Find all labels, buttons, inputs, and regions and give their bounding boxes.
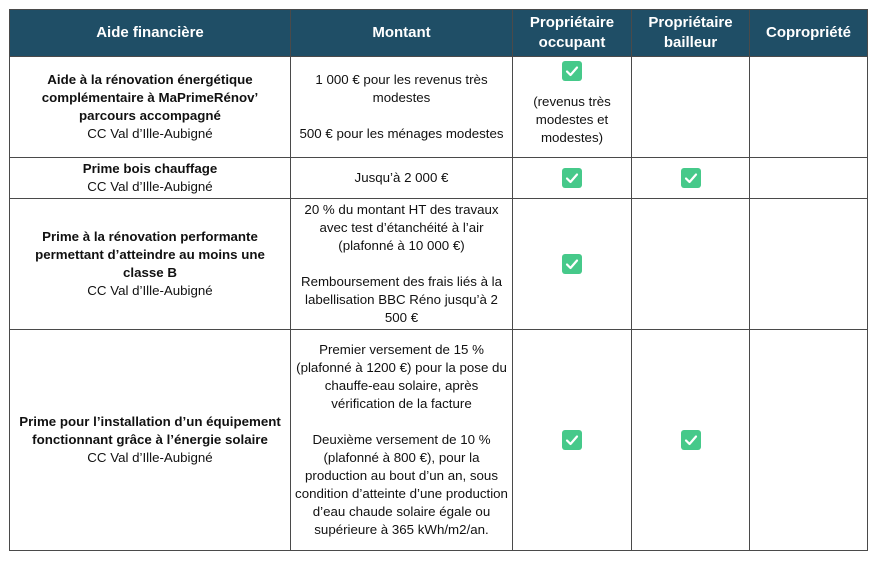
table-row [10, 330, 868, 551]
montant-text: Jusqu’à 2 000 € [354, 170, 449, 185]
header-proprietaire-occupant [513, 10, 632, 57]
check-icon [562, 254, 582, 274]
check-icon [562, 61, 582, 81]
proprietaire-bailleur-cell [632, 57, 750, 158]
check-icon [562, 430, 582, 450]
aide-cell [10, 199, 291, 330]
montant-text: Deuxième versement de 10 % (plafonné à 800 €), pour la production au bout d’un an, sous condition d’atteinte d’une production d’eau chaude solaire égale ou supérieure à 365 kWh/m2/an. [295, 432, 508, 537]
proprietaire-bailleur-cell [632, 158, 750, 199]
check-icon [562, 168, 582, 188]
montant-cell [291, 330, 513, 551]
header-proprietaire-bailleur-line2: bailleur [663, 34, 718, 51]
montant-text: Remboursement des frais liés à la labellisation BBC Réno jusqu’à 2 500 € [300, 274, 503, 325]
header-copropriete: Copropriété [750, 10, 868, 57]
aide-cell [10, 330, 291, 551]
header-proprietaire-bailleur [632, 10, 750, 57]
header-proprietaire-occupant-line1: Propriétaire [529, 14, 615, 31]
aide-title: Prime bois chauffage [82, 161, 218, 176]
occupant-note: (revenus très modestes et modestes) [533, 94, 611, 145]
proprietaire-occupant-cell [513, 158, 632, 199]
montant-text: 500 € pour les ménages modestes [299, 126, 504, 141]
montant-text: 1 000 € pour les revenus très modestes [315, 72, 488, 105]
check-icon [681, 168, 701, 188]
aide-org: CC Val d’Ille-Aubigné [87, 126, 213, 141]
copropriete-cell [750, 57, 868, 158]
aide-title: Aide à la rénovation énergétique complémentaire à MaPrimeRénov’ parcours accompagné [41, 72, 259, 123]
table-row [10, 199, 868, 330]
proprietaire-occupant-cell [513, 330, 632, 551]
montant-text: Premier versement de 15 % (plafonné à 1200 €) pour la pose du chauffe-eau solaire, après vérification de la facture [296, 342, 507, 411]
montant-text: 20 % du montant HT des travaux avec test d’étanchéité à l’air (plafonné à 10 000 €) [304, 202, 499, 253]
header-proprietaire-occupant-line2: occupant [538, 34, 606, 51]
proprietaire-bailleur-cell [632, 199, 750, 330]
header-aide: Aide financière [10, 10, 291, 57]
proprietaire-occupant-cell [513, 57, 632, 158]
montant-cell [291, 158, 513, 199]
montant-cell [291, 57, 513, 158]
aide-title: Prime à la rénovation performante permettant d’atteindre au moins une classe B [35, 229, 265, 280]
aide-org: CC Val d’Ille-Aubigné [87, 450, 213, 465]
aide-org: CC Val d’Ille-Aubigné [87, 179, 213, 194]
aide-org: CC Val d’Ille-Aubigné [87, 283, 213, 298]
aide-cell [10, 158, 291, 199]
aide-cell [10, 57, 291, 158]
copropriete-cell [750, 330, 868, 551]
copropriete-cell [750, 158, 868, 199]
proprietaire-bailleur-cell [632, 330, 750, 551]
aides-table [9, 9, 868, 551]
copropriete-cell [750, 199, 868, 330]
table-header-row [10, 10, 868, 57]
aide-title: Prime pour l’installation d’un équipement fonctionnant grâce à l’énergie solaire [19, 414, 281, 447]
proprietaire-occupant-cell [513, 199, 632, 330]
check-icon [681, 430, 701, 450]
table-row [10, 57, 868, 158]
table-row [10, 158, 868, 199]
header-montant: Montant [291, 10, 513, 57]
header-proprietaire-bailleur-line1: Propriétaire [648, 14, 733, 31]
montant-cell [291, 199, 513, 330]
